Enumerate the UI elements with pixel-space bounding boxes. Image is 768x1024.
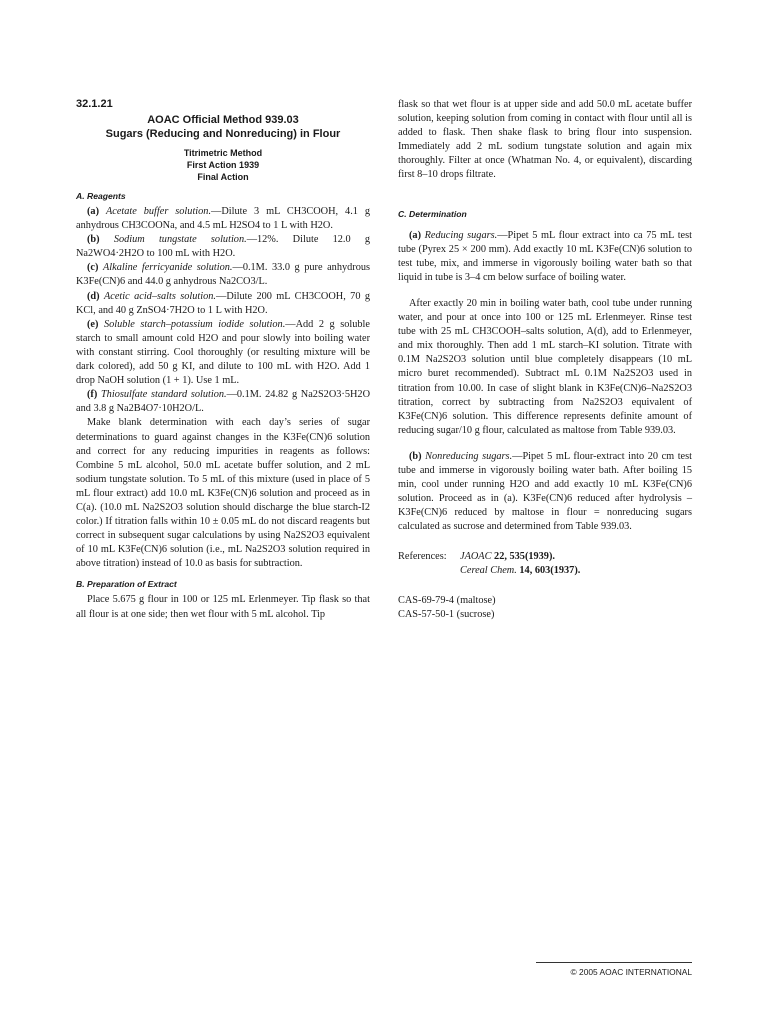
titration-paragraph: After exactly 20 min in boiling water bath, cool tube under running water, and pour at once into 100 or 125 mL Erlenmeyer. Rinse test tube with 25 mL CH3COOH–salts solution, A(d), add to Erlenmeyer, and mix thoroughly. Then add 1 mL starch–KI solution. Titrate with 0.1M Na2S2O3 solution until blue completely disappears (10 mL micro buret recommended). Subtract mL 0.1M Na2S2O3 used in titration from 10.00. In case of slight blank in K3Fe(CN)6–Na2S2O3 titration, correct by subtracting from Na2S2O3 equivalent of K3Fe(CN)6 solution. This difference represents definite amount of reducing sugar/10 g flour, calculated as maltose from Table 939.03. [398,297,692,436]
section-number: 32.1.21 [76,98,113,110]
cas-number: CAS-69-79-4 (maltose) [398,595,496,607]
reagent-item: (c) Alkaline ferricyanide solution.—0.1M. 33.0 g pure anhydrous K3Fe(CN)6 and 44.0 g anhydrous Na2CO3/L. [76,262,370,288]
method-title: AOAC Official Method 939.03 [147,114,299,126]
reagent-item: (b) Sodium tungstate solution.—12%. Dilute 12.0 g Na2WO4·2H2O to 100 mL with H2O. [76,234,371,260]
reagents-heading: A. Reagents [76,191,126,201]
extract-paragraph-continued: flask so that wet flour is at upper side and add 50.0 mL acetate buffer solution, keeping solution from coming in contact with flour until all is added to flask. Then shake flask to bring flour into suspension. Immediately add 2 mL sodium tungstate solution and again mix thoroughly. Filter at once (Whatman No. 4, or equivalent), discarding first 8–10 drops filtrate. [398,99,692,181]
blank-determination-paragraph: Make blank determination with each day’s series of sugar determinations to guard against changes in the K3Fe(CN)6 solution and correct for any reducing impurities in reagents as follows: Combine 5 mL alcohol, 50.0 mL acetate buffer solution, and 2 mL sodium tungstate solution. To 5 mL of this mixture (used in place of 5 mL flour extract) add 10.0 mL K3Fe(CN)6 solution and proceed as in C(a). (10.0 mL Na2S2O3 solution should discharge the blue starch-I2 color.) If titration falls within 10 ± 0.05 mL do not discard reagents but correct in subsequent sugar calculations by using Na2S2O3 equivalent of 10 mL K3Fe(CN)6 solution (i.e., mL Na2S2O3 solution required in above titration) instead of 10.0 as basis for subtraction. [76,417,370,570]
left-column [76,98,370,622]
references [398,550,692,578]
extract-paragraph: Place 5.675 g flour in 100 or 125 mL Erlenmeyer. Tip flask so that all flour is at one side; then wet flour with 5 mL alcohol. Tip [76,594,370,620]
method-subtitle: Titrimetric Method [183,148,263,158]
reference-2: Cereal Chem. 14, 603(1937). [460,565,581,577]
document-title: Sugars (Reducing and Nonreducing) in Flour [105,128,341,140]
reagent-item: (e) Soluble starch–potassium iodide solution.—Add 2 g soluble starch to small amount cold H2O and pour slowly into boiling water with constant stirring. Cool thoroughly (or resulting mixture will be dark colored), add 50 g KI, and dilute to 100 mL with H2O. Add 1 drop NaOH solution (1 + 1). Use 1 mL. [76,318,370,387]
reagent-item: (a) Acetate buffer solution.—Dilute 3 mL CH3COOH, 4.1 g anhydrous CH3COONa, and 4.5 mL H2SO4 to 1 L with H2O. [76,206,371,232]
references-label: References: [398,551,447,563]
extract-heading: B. Preparation of Extract [76,579,177,590]
copyright-footer: © 2005 AOAC INTERNATIONAL [536,962,692,977]
reducing-sugars-paragraph: (a) Reducing sugars.—Pipet 5 mL flour extract into ca 75 mL test tube (Pyrex 25 × 200 mm). Add exactly 10 mL K3Fe(CN)6 solution to test tube, mix, and immerse in vigorously boiling water bath so that liquid in tube is 3–4 cm below surface of boiling water. [398,229,692,283]
nonreducing-sugars-paragraph: (b) Nonreducing sugars.—Pipet 5 mL flour-extract into 20 cm test tube and immerse in vigorously boiling water bath. After boiling 15 min, cool under running H2O and add exactly 10 mL K3Fe(CN)6 solution. Proceed as in (a). K3Fe(CN)6 reduced after hydrolysis – K3Fe(CN)6 reduced by maltose in flour = nonreducing sugars calculated as sucrose and determined from Table 939.03. [398,450,692,533]
final-action: Final Action [197,172,249,182]
cas-number: CAS-57-50-1 (sucrose) [398,609,495,621]
reagent-item: (f) Thiosulfate standard solution.—0.1M. 24.82 g Na2S2O3·5H2O and 3.8 g Na2B4O7·10H2O/L. [76,389,371,415]
reagent-item: (d) Acetic acid–salts solution.—Dilute 200 mL CH3COOH, 70 g KCl, and 40 g ZnSO4·7H2O to 1 L with H2O. [76,290,371,316]
first-action: First Action 1939 [186,160,260,170]
right-column [398,98,692,622]
reference-1: JAOAC 22, 535(1939). [460,551,555,563]
determination-heading: C. Determination [398,208,467,219]
